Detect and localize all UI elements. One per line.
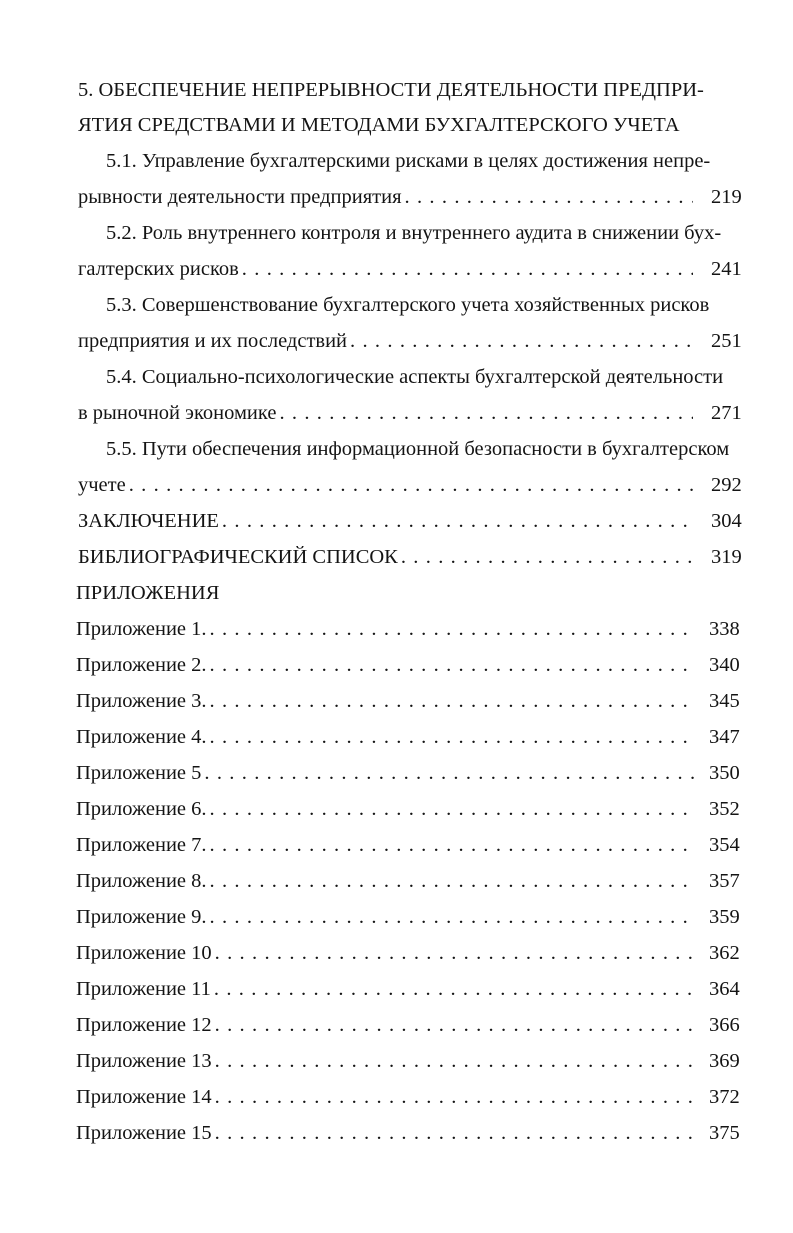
appendix-label: Приложение 10	[76, 942, 212, 964]
section-5-1-page: 219	[711, 186, 742, 208]
appendix-label: Приложение 11	[76, 978, 211, 1000]
section-5-3-page: 251	[711, 330, 742, 352]
appendix-label: Приложение 13	[76, 1050, 212, 1072]
appendix-6-page: 352	[709, 798, 740, 820]
appendix-label: Приложение 5	[76, 762, 202, 784]
section-5-2-page: 241	[711, 258, 742, 280]
appendix-11-page: 364	[709, 978, 740, 1000]
appendix-label: Приложение 2.	[76, 654, 207, 676]
section-5-4-page: 271	[711, 402, 742, 424]
section-5-2-title-cont: галтерских рисков	[78, 258, 239, 280]
dot-leader	[129, 471, 693, 499]
dot-leader	[242, 255, 693, 283]
dot-leader	[214, 975, 694, 1003]
chapter-title-line-1: 5. ОБЕСПЕЧЕНИЕ НЕПРЕРЫВНОСТИ ДЕЯТЕЛЬНОСТИ ПРЕДПРИ-	[78, 79, 704, 101]
appendix-14-page: 372	[709, 1086, 740, 1108]
appendix-label: Приложение 9.	[76, 906, 207, 928]
appendix-13-entry[interactable]	[76, 1047, 696, 1075]
section-5-5-entry[interactable]	[78, 471, 695, 499]
section-5-2-entry[interactable]	[78, 255, 695, 283]
section-5-5-title[interactable]: 5.5. Пути обеспечения информационной безопасности в бухгалтерском	[106, 438, 730, 460]
appendix-label: Приложение 1.	[76, 618, 207, 640]
dot-leader	[210, 867, 694, 895]
dot-leader	[210, 651, 694, 679]
appendix-label: Приложение 3.	[76, 690, 207, 712]
appendix-15-page: 375	[709, 1122, 740, 1144]
conclusion-page: 304	[711, 510, 742, 532]
section-5-1-entry[interactable]	[78, 183, 695, 211]
appendix-12-entry[interactable]	[76, 1011, 696, 1039]
appendix-8-page: 357	[709, 870, 740, 892]
appendices-heading[interactable]: ПРИЛОЖЕНИЯ	[76, 582, 220, 604]
appendix-5-page: 350	[709, 762, 740, 784]
appendix-2-page: 340	[709, 654, 740, 676]
appendix-7-page: 354	[709, 834, 740, 856]
dot-leader	[210, 795, 694, 823]
dot-leader	[279, 399, 693, 427]
dot-leader	[215, 939, 694, 967]
appendix-9-page: 359	[709, 906, 740, 928]
appendix-3-page: 345	[709, 690, 740, 712]
section-5-3-entry[interactable]	[78, 327, 695, 355]
dot-leader	[210, 723, 694, 751]
section-5-5-page: 292	[711, 474, 742, 496]
dot-leader	[401, 543, 693, 571]
appendix-8-entry[interactable]	[76, 867, 696, 895]
appendix-14-entry[interactable]	[76, 1083, 696, 1111]
appendix-label: Приложение 8.	[76, 870, 207, 892]
dot-leader	[350, 327, 693, 355]
appendix-15-entry[interactable]	[76, 1119, 696, 1147]
appendix-9-entry[interactable]	[76, 903, 696, 931]
dot-leader	[215, 1119, 694, 1147]
appendix-label: Приложение 12	[76, 1014, 212, 1036]
dot-leader	[210, 831, 694, 859]
dot-leader	[210, 615, 694, 643]
conclusion-label: ЗАКЛЮЧЕНИЕ	[78, 510, 219, 532]
dot-leader	[215, 1083, 694, 1111]
appendix-4-entry[interactable]	[76, 723, 696, 751]
appendix-label: Приложение 6.	[76, 798, 207, 820]
dot-leader	[210, 903, 694, 931]
appendix-11-entry[interactable]	[76, 975, 696, 1003]
appendix-label: Приложение 15	[76, 1122, 212, 1144]
appendix-2-entry[interactable]	[76, 651, 696, 679]
appendix-10-page: 362	[709, 942, 740, 964]
appendix-12-page: 366	[709, 1014, 740, 1036]
section-5-3-title-cont: предприятия и их последствий	[78, 330, 348, 352]
appendix-label: Приложение 4.	[76, 726, 207, 748]
dot-leader	[204, 759, 694, 787]
appendix-5-entry[interactable]	[76, 759, 696, 787]
dot-leader	[405, 183, 693, 211]
section-5-4-title[interactable]: 5.4. Социально-психологические аспекты бухгалтерской деятельности	[106, 366, 724, 388]
chapter-title-line-2: ЯТИЯ СРЕДСТВАМИ И МЕТОДАМИ БУХГАЛТЕРСКОГО УЧЕТА	[78, 114, 680, 136]
section-5-4-title-cont: в рыночной экономике	[78, 402, 277, 424]
section-5-1-title-cont: рывности деятельности предприятия	[78, 186, 402, 208]
section-5-2-title[interactable]: 5.2. Роль внутреннего контроля и внутреннего аудита в снижении бух-	[106, 222, 722, 244]
appendix-4-page: 347	[709, 726, 740, 748]
section-5-3-title[interactable]: 5.3. Совершенствование бухгалтерского учета хозяйственных рисков	[106, 294, 710, 316]
section-5-1-title[interactable]: 5.1. Управление бухгалтерскими рисками в целях достижения непре-	[106, 150, 711, 172]
bibliography-entry[interactable]	[78, 543, 695, 571]
bibliography-page: 319	[711, 546, 742, 568]
dot-leader	[215, 1011, 694, 1039]
conclusion-entry[interactable]	[78, 507, 695, 535]
section-5-5-title-cont: учете	[78, 474, 126, 496]
dot-leader	[215, 1047, 694, 1075]
appendix-1-entry[interactable]	[76, 615, 696, 643]
appendix-label: Приложение 14	[76, 1086, 212, 1108]
appendix-13-page: 369	[709, 1050, 740, 1072]
bibliography-label: БИБЛИОГРАФИЧЕСКИЙ СПИСОК	[78, 546, 398, 568]
appendix-3-entry[interactable]	[76, 687, 696, 715]
section-5-4-entry[interactable]	[78, 399, 695, 427]
appendix-7-entry[interactable]	[76, 831, 696, 859]
appendix-10-entry[interactable]	[76, 939, 696, 967]
appendix-1-page: 338	[709, 618, 740, 640]
dot-leader	[210, 687, 694, 715]
appendix-6-entry[interactable]	[76, 795, 696, 823]
appendix-label: Приложение 7.	[76, 834, 207, 856]
dot-leader	[222, 507, 693, 535]
